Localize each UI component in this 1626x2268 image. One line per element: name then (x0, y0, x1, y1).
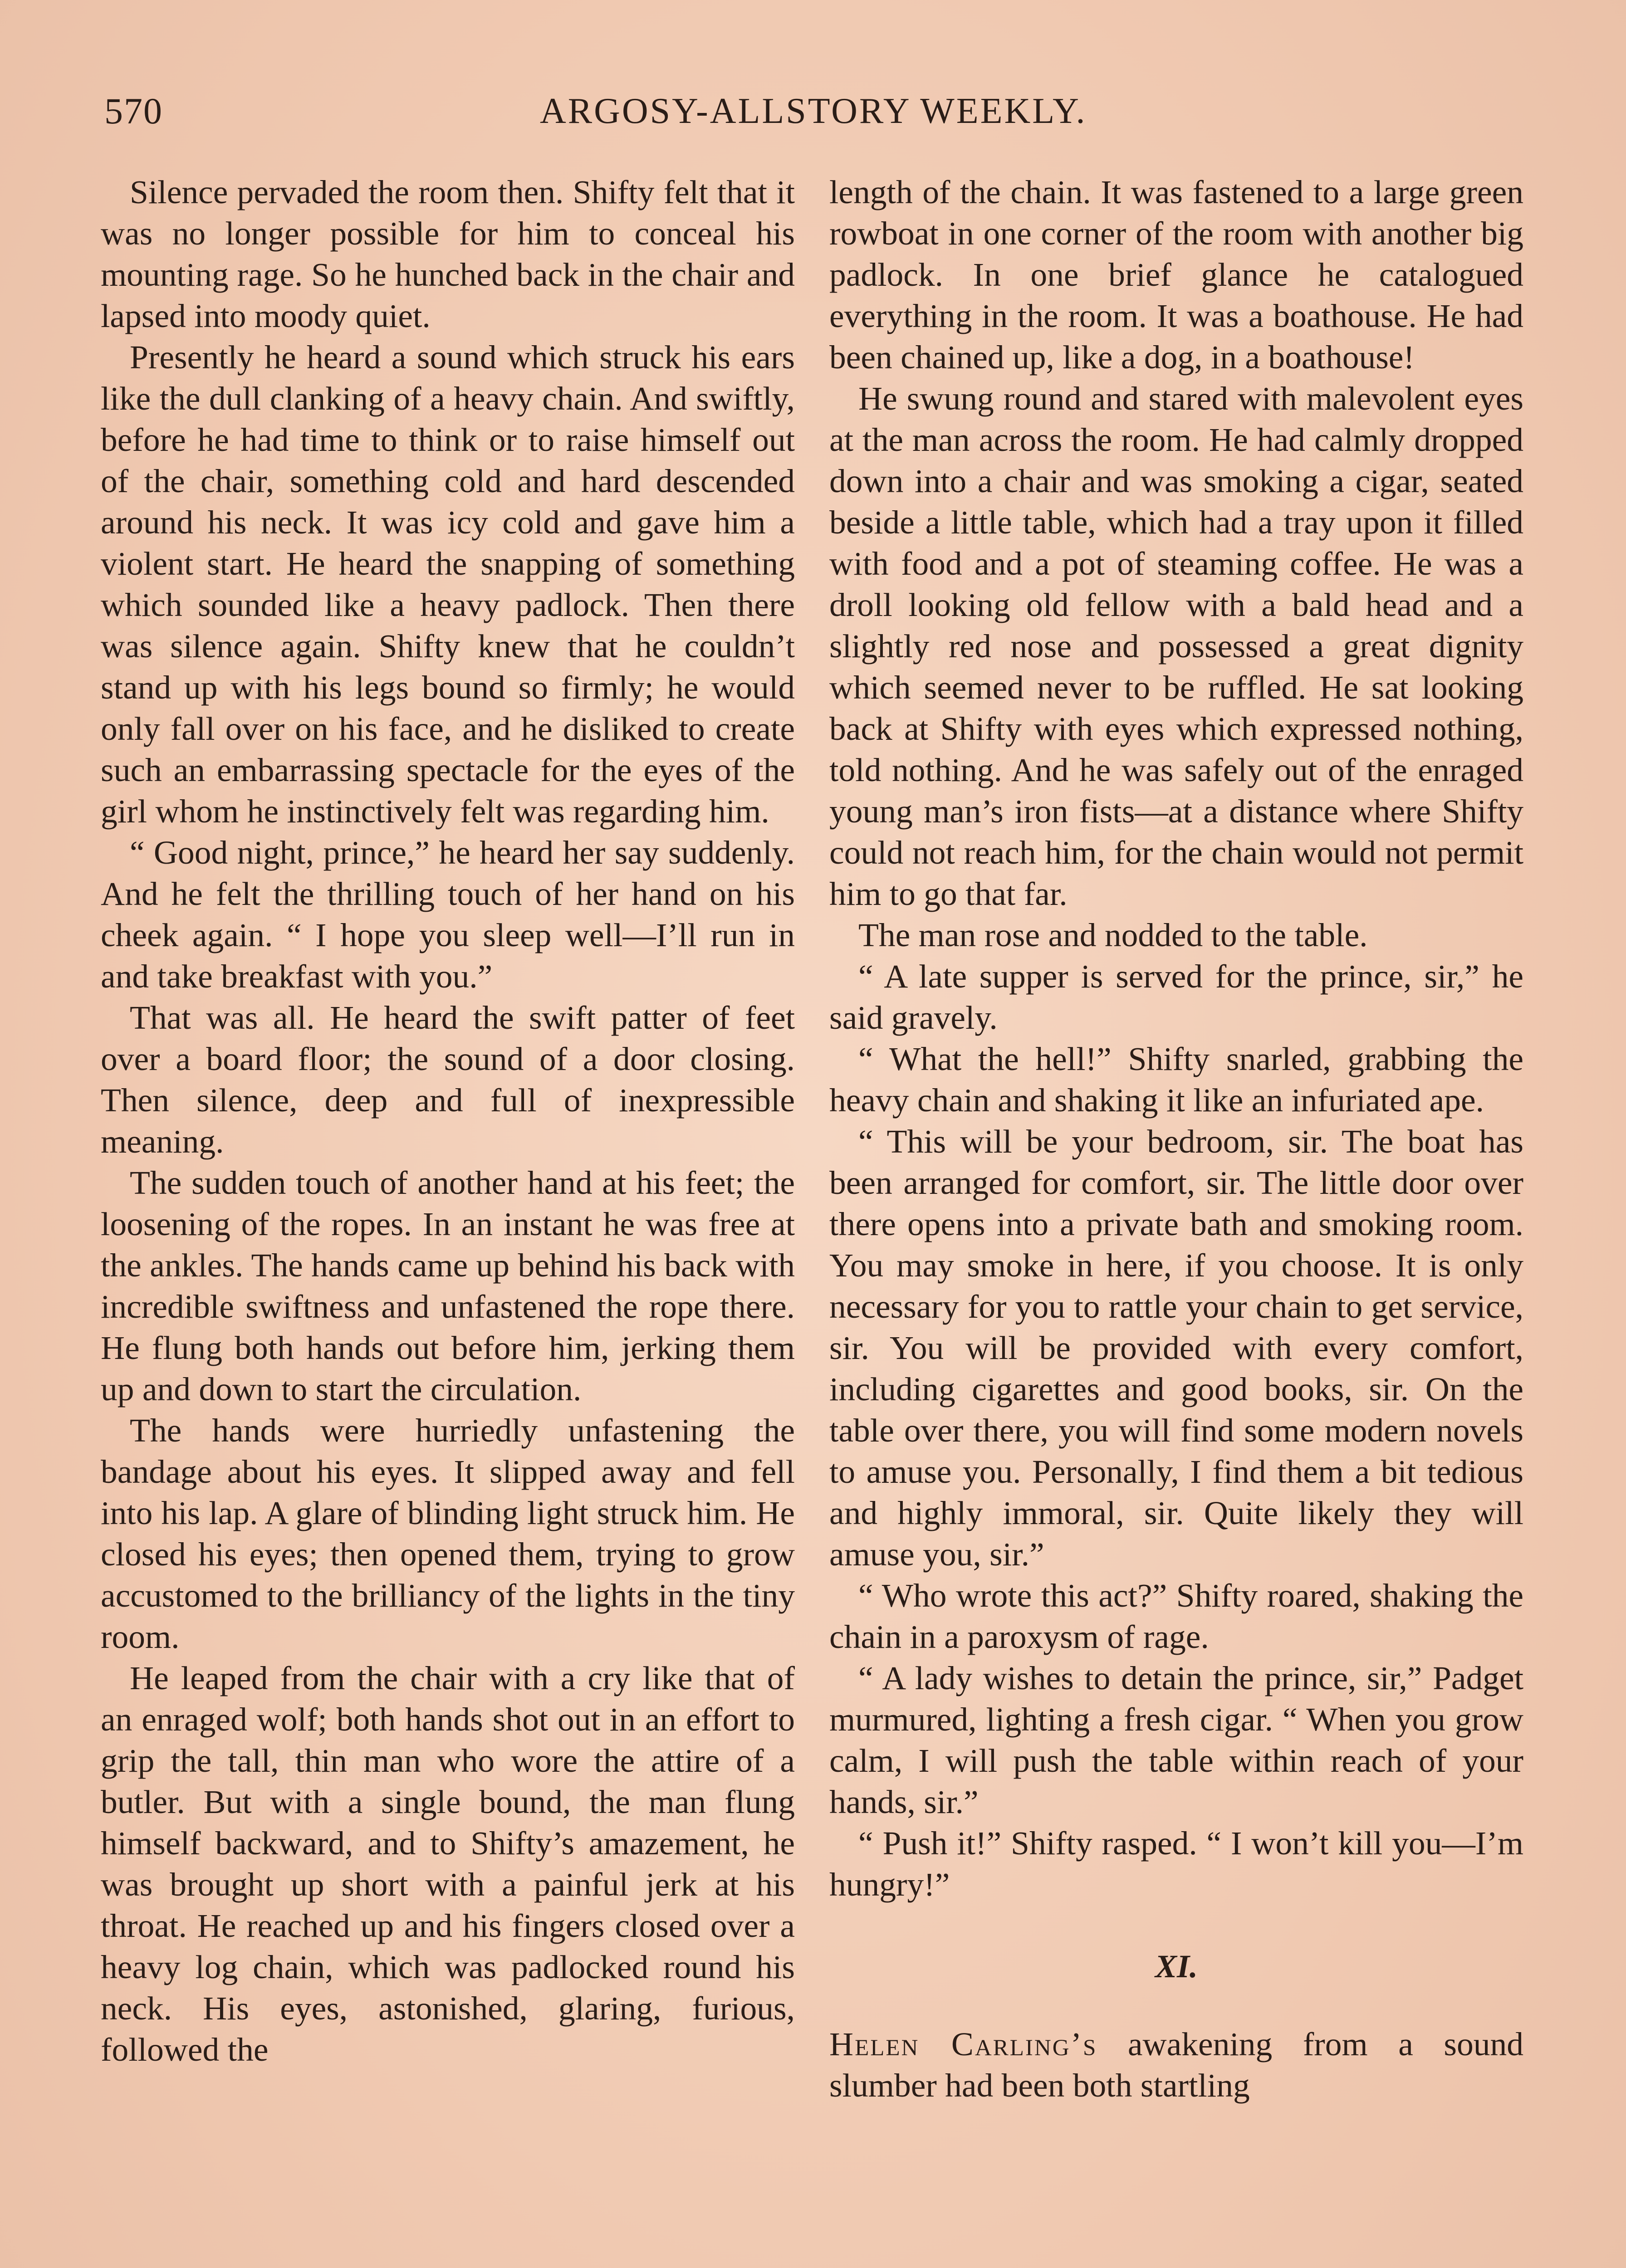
paragraph: Silence pervaded the room then. Shifty felt that it was no longer possible for him to conceal his mounting rage. So he hunched back in the chair and lapsed into moody quiet. (101, 174, 795, 334)
left-column (101, 171, 795, 2070)
paragraph: “ What the hell!” Shifty snarled, grabbing the heavy chain and shaking it like an infuriated ape. (829, 1041, 1523, 1119)
paragraph: “ Who wrote this act?” Shifty roared, shaking the chain in a paroxysm of rage. (829, 1577, 1523, 1655)
paragraph: “ A lady wishes to detain the prince, sir,” Padget murmured, lighting a fresh cigar. “ When you grow calm, I will push the table within reach of your hands, sir.” (829, 1660, 1523, 1820)
page-number: 570 (104, 90, 163, 132)
paragraph: “ This will be your bedroom, sir. The boat has been arranged for comfort, sir. The little door over there opens into a private bath and smoking room. You may smoke in here, if you choose. It is only necessary for you to rattle your chain to get service, sir. You will be provided with every comfort, including cigarettes and good books, sir. On the table over there, you will find some modern novels to amuse you. Personally, I find them a bit tedious and highly immoral, sir. Quite likely they will amuse you, sir.” (829, 1123, 1523, 1573)
paragraph: The man rose and nodded to the table. (858, 917, 1368, 953)
paragraph: He leaped from the chair with a cry like that of an enraged wolf; both hands shot out in an effort to grip the tall, thin man who wore the attire of a butler. But with a single bound, the man flung himself backward, and to Shifty’s amazement, he was brought up short with a painful jerk at his throat. He reached up and his fingers closed over a heavy log chain, which was padlocked round his neck. His eyes, astonished, glaring, furious, followed the (101, 1660, 795, 2068)
chapter-opening-paragraph (829, 2024, 1523, 2106)
paragraph: “ Good night, prince,” he heard her say suddenly. And he felt the thrilling touch of her hand on his cheek again. “ I hope you sleep well—I’ll run in and take breakfast with you.” (101, 834, 795, 995)
page-header (104, 86, 1524, 145)
paragraph: The sudden touch of another hand at his feet; the loosening of the ropes. In an instant he was free at the ankles. The hands came up behind his back with incredible swiftness and unfastened the rope there. He flung both hands out before him, jerking them up and down to start the circulation. (101, 1164, 795, 1408)
chapter-opening-smallcaps: Helen Carling’s (829, 2026, 1097, 2063)
right-column (829, 171, 1523, 2106)
running-title: ARGOSY-ALLSTORY WEEKLY. (540, 91, 1087, 131)
chapter-heading: XI. (1155, 1948, 1198, 1984)
chapter-opening-text: awakening from a sound slumber had been both startling (829, 2026, 1523, 2104)
paragraph: The hands were hurriedly unfastening the bandage about his eyes. It slipped away and fell into his lap. A glare of blinding light struck him. He closed his eyes; then opened them, trying to grow accustomed to the brilliancy of the lights in the tiny room. (101, 1412, 795, 1655)
paragraph: “ A late supper is served for the prince, sir,” he said gravely. (829, 958, 1523, 1036)
paragraph: That was all. He heard the swift patter of feet over a board floor; the sound of a door closing. Then silence, deep and full of inexpressible meaning. (101, 999, 795, 1160)
paragraph: “ Push it!” Shifty rasped. “ I won’t kill you—I’m hungry!” (829, 1825, 1523, 1903)
paragraph: Presently he heard a sound which struck his ears like the dull clanking of a heavy chain. And swiftly, before he had time to think or to raise himself out of the chair, something cold and hard descended around his neck. It was icy cold and gave him a violent start. He heard the snapping of something which sounded like a heavy padlock. Then there was silence again. Shifty knew that he couldn’t stand up with his legs bound so firmly; he would only fall over on his face, and he disliked to create such an embarrassing spectacle for the eyes of the girl whom he instinctively felt was regarding him. (101, 339, 795, 830)
paragraph-continued: length of the chain. It was fastened to a large green rowboat in one corner of the room with another big padlock. In one brief glance he catalogued everything in the room. It was a boathouse. He had been chained up, like a dog, in a boathouse! (829, 174, 1523, 376)
paragraph: He swung round and stared with malevolent eyes at the man across the room. He had calmly dropped down into a chair and was smoking a cigar, seated beside a little table, which had a tray upon it filled with food and a pot of steaming coffee. He was a droll looking old fellow with a bald head and a slightly red nose and possessed a great dignity which seemed never to be ruffled. He sat looking back at Shifty with eyes which expressed nothing, told nothing. And he was safely out of the enraged young man’s iron fists—at a distance where Shifty could not reach him, for the chain would not permit him to go that far. (829, 380, 1523, 912)
